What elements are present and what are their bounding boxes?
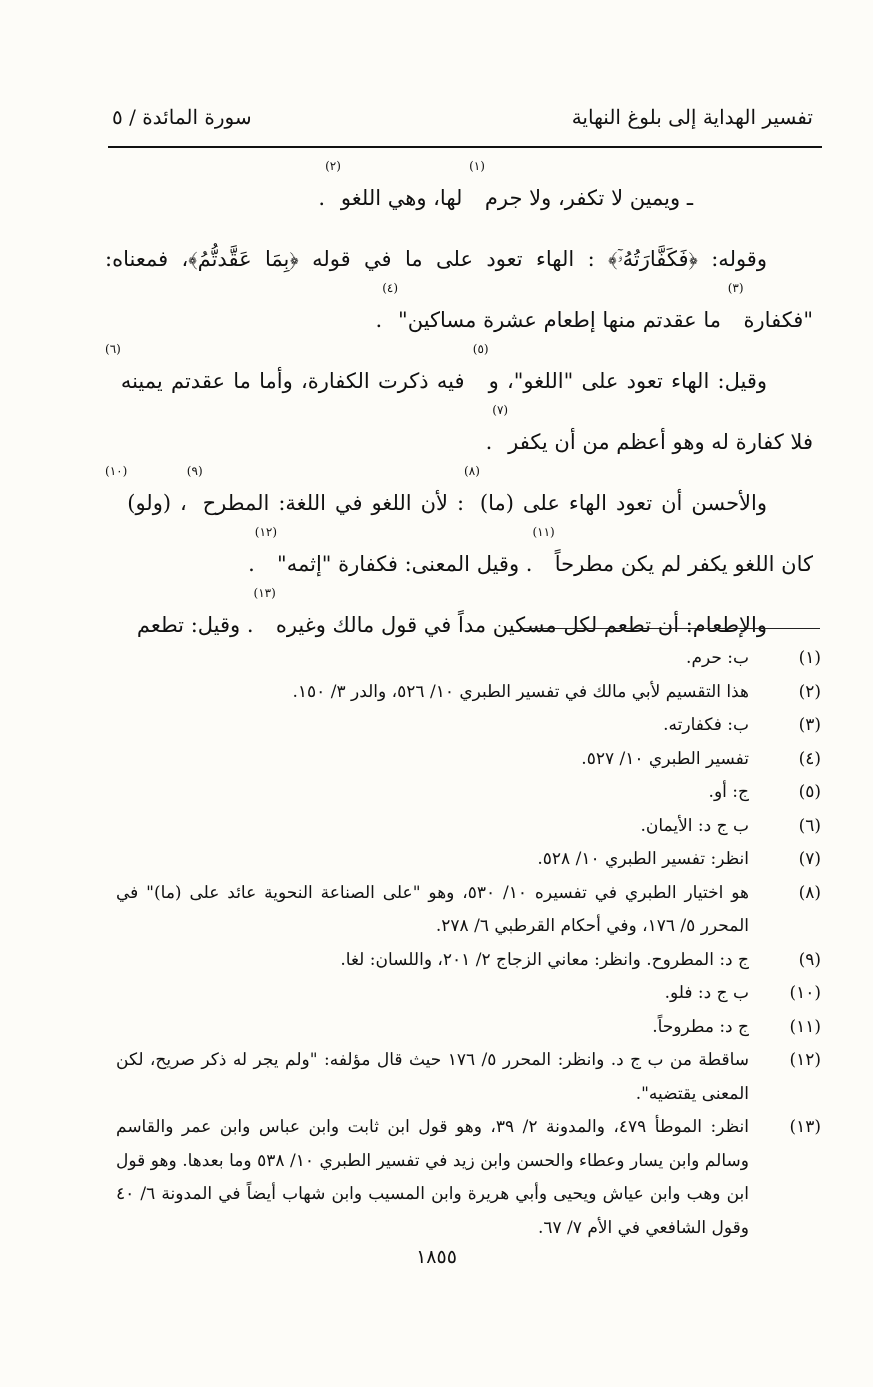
footnote-ref[interactable]: (٩) <box>186 464 203 478</box>
footnote-text: ج د: المطروح. وانظر: معاني الزجاج ٢/ ٢٠١، واللسان: لغا. <box>340 949 749 970</box>
footnote-text: هو اختيار الطبري في تفسيره ١٠/ ٥٣٠، وهو "على الصناعة النحوية عائد على (ما)" في المحرر ٥/ ١٧٦، وفي أحكام القرطبي ٦/ ٢٧٨. <box>116 882 749 936</box>
footnote-ref[interactable]: (٥) <box>472 342 489 356</box>
text-run: . <box>318 186 326 210</box>
footnote <box>116 776 821 810</box>
text-run: . وقيل المعنى: فكفارة "إثمه" <box>277 552 533 576</box>
text-run: ، (ولو) <box>127 491 187 515</box>
text-run: كان اللغو يكفر لم يكن مطرحاً <box>554 552 813 576</box>
footnote-number: (٩) <box>798 949 821 970</box>
footnote-number: (٧) <box>798 849 821 869</box>
footnote <box>116 676 821 710</box>
text-run: وقوله: ﴿فَكَفَّارَتُهُۥٓ﴾ : الهاء تعود على ما في قوله ﴿بِمَا عَقَّدتُّمُ﴾، فمعناه: "فكفارة <box>105 247 813 332</box>
footnote-text: ساقطة من ب ج د. وانظر: المحرر ٥/ ١٧٦ حيث قال مؤلفه: "ولم يجر له ذكر صريح، لكن المعنى يقتضيه". <box>116 1050 749 1104</box>
text-run: لها، وهي اللغو <box>340 186 470 210</box>
footnote <box>116 1044 821 1111</box>
footnote-number: (٣) <box>798 715 821 735</box>
footnote <box>116 743 821 777</box>
footnote-ref[interactable]: (١٠) <box>105 464 128 478</box>
text-run: فيه ذكرت الكفارة، وأما ما عقدتم يمينه <box>120 369 473 393</box>
footnote-ref[interactable]: (١٢) <box>254 525 278 539</box>
footnote <box>116 977 821 1011</box>
text-run: : لأن اللغو في اللغة: المطرح <box>202 491 465 515</box>
text-run: . <box>485 430 493 454</box>
footnote-number: (١٣) <box>789 1117 821 1137</box>
footnote-number: (١١) <box>789 1016 821 1037</box>
footnote-number: (٤) <box>798 748 821 769</box>
footnote-ref[interactable]: (١٣) <box>253 586 276 600</box>
footnote <box>116 642 821 676</box>
running-header-surah: سورة المائدة / ٥ <box>112 105 252 129</box>
paragraph <box>105 159 813 229</box>
footnote-number: (١٢) <box>789 1050 821 1070</box>
footnote <box>116 843 821 877</box>
running-header-title: تفسير الهداية إلى بلوغ النهاية <box>571 105 813 129</box>
footnote-ref[interactable]: (١) <box>469 159 485 173</box>
footnote-number: (٦) <box>798 815 821 836</box>
footnote-text: ج: أو. <box>708 782 749 802</box>
footnote-ref[interactable]: (٣) <box>727 281 744 295</box>
footnote-separator <box>520 628 820 629</box>
footnote-number: (٢) <box>798 681 821 702</box>
footnote-number: (١) <box>798 648 821 668</box>
footnote <box>116 709 821 743</box>
footnote-ref[interactable]: (٢) <box>325 159 341 173</box>
footnote-ref[interactable]: (٨) <box>464 464 480 478</box>
footnote-text: ب ج د: الأيمان. <box>640 815 749 836</box>
footnote-text: ج د: مطروحاً. <box>652 1016 749 1037</box>
text-run: والأحسن أن تعود الهاء على (ما) <box>479 491 768 515</box>
header-rule <box>108 146 822 148</box>
text-run: ما عقدتم منها إطعام عشرة مساكين" <box>398 308 728 332</box>
page-number: ١٨٥٥ <box>416 1246 457 1268</box>
footnote-text: انظر: الموطأ ٤٧٩، والمدونة ٢/ ٣٩، وهو قول ابن ثابت وابن عباس وابن عمر والقاسم وسالم وابن يسار وعطاء والحسن وابن زيد في تفسير الطبري ١٠/ ٥٣٨ وما بعدها. وهو قول ابن وهب وابن عياش ويحيى وأبي هريرة وابن المسيب وابن شهاب أيضاً في المدونة ٦/ ٤٠ وقول الشافعي في الأم ٧/ ٦٧. <box>116 1117 749 1238</box>
footnotes-list <box>116 642 821 1245</box>
footnote-number: (٥) <box>798 782 821 802</box>
footnote-text: ب: حرم. <box>686 648 749 668</box>
text-run: ـ ويمين لا تكفر، ولا جرم <box>484 186 693 210</box>
text-run: . <box>248 552 255 576</box>
footnote-text: ب ج د: فلو. <box>664 983 749 1003</box>
footnote <box>116 1011 821 1045</box>
footnote-number: (١٠) <box>789 983 821 1003</box>
text-run: وقيل: الهاء تعود على "اللغو"، و <box>488 369 768 393</box>
footnote <box>116 1111 821 1245</box>
footnote <box>116 877 821 944</box>
footnote-text: هذا التقسيم لأبي مالك في تفسير الطبري ١٠/ ٥٢٦، والدر ٣/ ١٥٠. <box>292 681 749 702</box>
text-run: . وقيل: تطعم <box>136 613 254 637</box>
footnote-ref[interactable]: (٦) <box>105 342 121 356</box>
footnote-text: انظر: تفسير الطبري ١٠/ ٥٢٨. <box>537 849 749 869</box>
footnote-ref[interactable]: (١١) <box>532 525 555 539</box>
footnote-number: (٨) <box>798 882 821 903</box>
footnote-text: تفسير الطبري ١٠/ ٥٢٧. <box>581 748 749 769</box>
paragraph <box>105 342 813 473</box>
paragraph <box>105 464 813 595</box>
text-run: . <box>375 308 383 332</box>
paragraph <box>105 229 813 351</box>
text-run: والإطعام: أن تطعم لكل مسكين مداً في قول مالك وغيره <box>275 613 767 637</box>
main-text <box>105 159 813 656</box>
footnote <box>116 944 821 978</box>
text-run: فلا كفارة له وهو أعظم من أن يكفر <box>508 430 813 454</box>
footnote-ref[interactable]: (٧) <box>492 403 509 417</box>
footnote-ref[interactable]: (٤) <box>382 281 399 295</box>
footnote-text: ب: فكفارته. <box>663 715 749 735</box>
footnote <box>116 810 821 844</box>
